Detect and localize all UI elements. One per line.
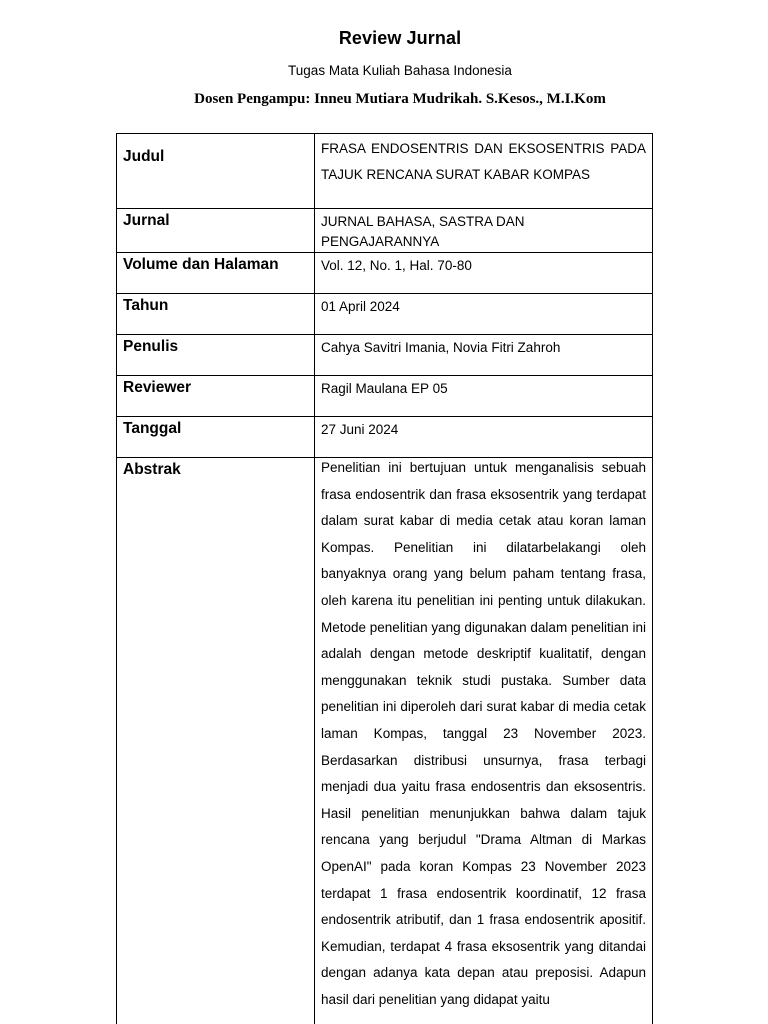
jurnal-label: Jurnal [117, 209, 315, 253]
table-row-abstrak [117, 458, 653, 1024]
tanggal-value: 27 Juni 2024 [315, 417, 653, 458]
abstrak-cell [315, 458, 653, 1024]
document-title: Review Jurnal [338, 28, 462, 48]
reviewer-label: Reviewer [117, 376, 315, 417]
tahun-value: 01 April 2024 [315, 294, 653, 335]
abstrak-value: Penelitian ini bertujuan untuk menganalisis sebuah frasa endosentrik dan frasa eksosentrik yang terdapat dalam surat kabar di media cetak atau koran laman Kompas. Penelitian ini dilatarbelakangi oleh banyaknya orang yang belum paham tentang frasa, oleh karena itu penelitian ini penting untuk dilakukan. Metode penelitian yang digunakan dalam penelitian ini adalah dengan metode deskriptif kualitatif, dengan menggunakan teknik studi pustaka. Sumber data penelitian ini diperoleh dari surat kabar di media cetak laman Kompas, tanggal 23 November 2023. Berdasarkan distribusi unsurnya, frasa terbagi menjadi dua yaitu frasa endosentris dan eksosentris. Hasil penelitian menunjukkan bahwa dalam tajuk rencana yang berjudul "Drama Altman di Markas OpenAI" pada koran Kompas 23 November 2023 terdapat 1 frasa endosentrik koordinatif, 12 frasa endosentrik atributif, dan 1 frasa endosentrik apositif. Kemudian, terdapat 4 frasa eksosentrik yang ditandai dengan adanya kata depan atau preposisi. Adapun hasil dari penelitian yang didapat yaitu [321, 460, 646, 1007]
table-row-judul [117, 134, 653, 209]
reviewer-value: Ragil Maulana EP 05 [315, 376, 653, 417]
abstrak-label: Abstrak [117, 458, 315, 1024]
volume-value: Vol. 12, No. 1, Hal. 70-80 [315, 253, 653, 294]
judul-label: Judul [117, 134, 315, 209]
tahun-label: Tahun [117, 294, 315, 335]
course-subtitle: Tugas Mata Kuliah Bahasa Indonesia [288, 63, 512, 78]
volume-label: Volume dan Halaman [117, 253, 315, 294]
table-row-jurnal [117, 209, 653, 253]
tanggal-label: Tanggal [117, 417, 315, 458]
table-row-tanggal [117, 417, 653, 458]
lecturer-line: Dosen Pengampu: Inneu Mutiara Mudrikah. S.Kesos., M.I.Kom [194, 91, 606, 107]
table-row-penulis [117, 335, 653, 376]
review-table [116, 133, 653, 1024]
penulis-value: Cahya Savitri Imania, Novia Fitri Zahroh [315, 335, 653, 376]
table-row-tahun [117, 294, 653, 335]
judul-value: FRASA ENDOSENTRIS DAN EKSOSENTRIS PADA TAJUK RENCANA SURAT KABAR KOMPAS [315, 134, 653, 209]
penulis-label: Penulis [117, 335, 315, 376]
table-row-volume [117, 253, 653, 294]
jurnal-value: JURNAL BAHASA, SASTRA DAN PENGAJARANNYA [315, 209, 653, 253]
table-row-reviewer [117, 376, 653, 417]
